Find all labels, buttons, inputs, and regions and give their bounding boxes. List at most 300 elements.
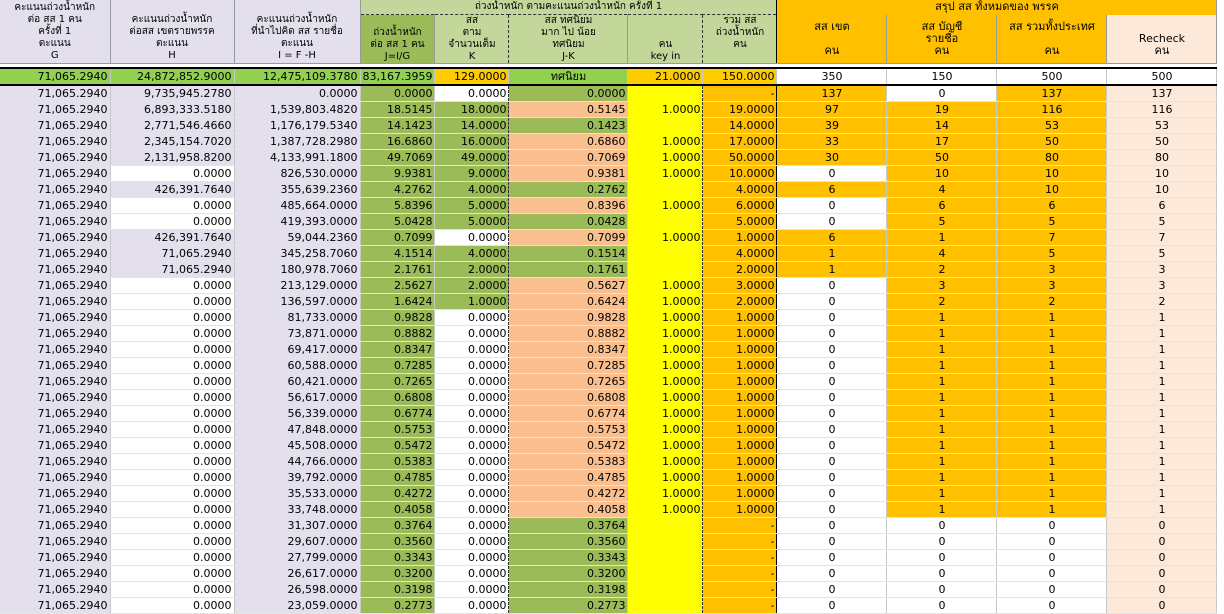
cell-col-i[interactable]: 35,533.0000 <box>234 486 360 502</box>
cell-col-district[interactable]: 0 <box>777 326 887 342</box>
summary-col-nationwide[interactable]: 500 <box>997 68 1107 85</box>
cell-col-j[interactable]: 0.9828 <box>360 310 435 326</box>
cell-col-h[interactable]: 426,391.7640 <box>110 230 234 246</box>
cell-col-k[interactable]: 0.0000 <box>435 422 509 438</box>
cell-col-k[interactable]: 0.0000 <box>435 326 509 342</box>
cell-col-party-list[interactable]: 5 <box>887 214 997 230</box>
cell-col-keyin[interactable]: 1.0000 <box>628 422 703 438</box>
cell-col-h[interactable]: 0.0000 <box>110 294 234 310</box>
cell-col-district[interactable]: 0 <box>777 278 887 294</box>
cell-col-party-list[interactable]: 1 <box>887 470 997 486</box>
cell-col-j[interactable]: 9.9381 <box>360 166 435 182</box>
cell-col-nationwide[interactable]: 0 <box>997 598 1107 614</box>
cell-col-party-list[interactable]: 1 <box>887 390 997 406</box>
cell-col-recheck[interactable]: 0 <box>1107 550 1217 566</box>
cell-col-k[interactable]: 1.0000 <box>435 294 509 310</box>
cell-col-i[interactable]: 59,044.2360 <box>234 230 360 246</box>
cell-col-j[interactable]: 0.6808 <box>360 390 435 406</box>
cell-col-g[interactable]: 71,065.2940 <box>0 230 110 246</box>
cell-col-h[interactable]: 0.0000 <box>110 326 234 342</box>
cell-col-jk[interactable]: 0.5753 <box>509 422 628 438</box>
cell-col-district[interactable]: 0 <box>777 566 887 582</box>
cell-col-party-list[interactable]: 0 <box>887 598 997 614</box>
cell-col-i[interactable]: 60,421.0000 <box>234 374 360 390</box>
cell-col-district[interactable]: 0 <box>777 454 887 470</box>
cell-col-j[interactable]: 0.5753 <box>360 422 435 438</box>
cell-col-jk[interactable]: 0.2762 <box>509 182 628 198</box>
cell-col-k[interactable]: 0.0000 <box>435 230 509 246</box>
cell-col-k[interactable]: 4.0000 <box>435 246 509 262</box>
cell-col-h[interactable]: 0.0000 <box>110 406 234 422</box>
cell-col-party-list[interactable]: 1 <box>887 374 997 390</box>
cell-col-keyin[interactable]: 1.0000 <box>628 486 703 502</box>
cell-col-j[interactable]: 0.8347 <box>360 342 435 358</box>
cell-col-k[interactable]: 4.0000 <box>435 182 509 198</box>
cell-col-keyin[interactable]: 1.0000 <box>628 198 703 214</box>
cell-col-jk[interactable]: 0.4785 <box>509 470 628 486</box>
cell-col-i[interactable]: 27,799.0000 <box>234 550 360 566</box>
cell-col-recheck[interactable]: 1 <box>1107 358 1217 374</box>
cell-col-h[interactable]: 0.0000 <box>110 566 234 582</box>
cell-col-recheck[interactable]: 1 <box>1107 470 1217 486</box>
cell-col-nationwide[interactable]: 80 <box>997 150 1107 166</box>
cell-col-keyin[interactable]: 1.0000 <box>628 326 703 342</box>
cell-col-h[interactable]: 0.0000 <box>110 486 234 502</box>
cell-col-keyin[interactable]: 1.0000 <box>628 390 703 406</box>
cell-col-k[interactable]: 0.0000 <box>435 454 509 470</box>
cell-col-h[interactable]: 2,345,154.7020 <box>110 134 234 150</box>
cell-col-party-list[interactable]: 6 <box>887 198 997 214</box>
cell-col-nationwide[interactable]: 10 <box>997 166 1107 182</box>
cell-col-keyin[interactable] <box>628 598 703 614</box>
cell-col-nationwide[interactable]: 116 <box>997 102 1107 118</box>
header-i[interactable]: คะแนนถ่วงน้ำหนัก ที่นำไปคิด สส รายชื่อ ตะแนน I = F -H <box>234 0 360 64</box>
cell-col-total[interactable]: - <box>703 582 777 598</box>
cell-col-total[interactable]: 1.0000 <box>703 438 777 454</box>
cell-col-i[interactable]: 419,393.0000 <box>234 214 360 230</box>
header-jk[interactable]: สส ทศนิยม มาก ไป น้อย ทศนิยม J-K <box>509 15 628 64</box>
cell-col-i[interactable]: 23,059.0000 <box>234 598 360 614</box>
cell-col-k[interactable]: 9.0000 <box>435 166 509 182</box>
cell-col-g[interactable]: 71,065.2940 <box>0 118 110 134</box>
cell-col-total[interactable]: 1.0000 <box>703 310 777 326</box>
cell-col-j[interactable]: 0.3343 <box>360 550 435 566</box>
cell-col-nationwide[interactable]: 1 <box>997 470 1107 486</box>
cell-col-total[interactable]: - <box>703 518 777 534</box>
cell-col-party-list[interactable]: 0 <box>887 85 997 102</box>
cell-col-party-list[interactable]: 1 <box>887 310 997 326</box>
cell-col-recheck[interactable]: 50 <box>1107 134 1217 150</box>
cell-col-nationwide[interactable]: 0 <box>997 566 1107 582</box>
cell-col-party-list[interactable]: 1 <box>887 342 997 358</box>
cell-col-recheck[interactable]: 7 <box>1107 230 1217 246</box>
cell-col-k[interactable]: 5.0000 <box>435 214 509 230</box>
cell-col-party-list[interactable]: 1 <box>887 502 997 518</box>
cell-col-party-list[interactable]: 0 <box>887 534 997 550</box>
cell-col-nationwide[interactable]: 2 <box>997 294 1107 310</box>
cell-col-keyin[interactable]: 1.0000 <box>628 134 703 150</box>
cell-col-keyin[interactable] <box>628 582 703 598</box>
cell-col-district[interactable]: 0 <box>777 294 887 310</box>
cell-col-jk[interactable]: 0.1761 <box>509 262 628 278</box>
cell-col-k[interactable]: 0.0000 <box>435 502 509 518</box>
cell-col-recheck[interactable]: 1 <box>1107 390 1217 406</box>
cell-col-total[interactable]: - <box>703 550 777 566</box>
cell-col-h[interactable]: 0.0000 <box>110 454 234 470</box>
cell-col-district[interactable]: 0 <box>777 390 887 406</box>
cell-col-k[interactable]: 0.0000 <box>435 598 509 614</box>
cell-col-jk[interactable]: 0.4058 <box>509 502 628 518</box>
cell-col-party-list[interactable]: 2 <box>887 294 997 310</box>
cell-col-i[interactable]: 56,339.0000 <box>234 406 360 422</box>
cell-col-k[interactable]: 2.0000 <box>435 262 509 278</box>
header-g[interactable]: คะแนนถ่วงน้ำหนัก ต่อ สส 1 คน ครั้งที่ 1 ตะแนน G <box>0 0 110 64</box>
cell-col-j[interactable]: 0.3764 <box>360 518 435 534</box>
cell-col-j[interactable]: 0.4272 <box>360 486 435 502</box>
cell-col-h[interactable]: 71,065.2940 <box>110 262 234 278</box>
cell-col-jk[interactable]: 0.5383 <box>509 454 628 470</box>
summary-col-g[interactable]: 71,065.2940 <box>0 68 110 85</box>
header-k[interactable]: สส ตาม จำนวนเต็ม K <box>435 15 509 64</box>
cell-col-h[interactable]: 426,391.7640 <box>110 182 234 198</box>
cell-col-i[interactable]: 26,617.0000 <box>234 566 360 582</box>
cell-col-i[interactable]: 47,848.0000 <box>234 422 360 438</box>
cell-col-k[interactable]: 0.0000 <box>435 534 509 550</box>
cell-col-j[interactable]: 0.7285 <box>360 358 435 374</box>
cell-col-i[interactable]: 1,387,728.2980 <box>234 134 360 150</box>
cell-col-i[interactable]: 136,597.0000 <box>234 294 360 310</box>
cell-col-g[interactable]: 71,065.2940 <box>0 438 110 454</box>
cell-col-j[interactable]: 5.0428 <box>360 214 435 230</box>
cell-col-nationwide[interactable]: 1 <box>997 326 1107 342</box>
cell-col-k[interactable]: 5.0000 <box>435 198 509 214</box>
header-recheck[interactable]: Recheck คน <box>1107 15 1217 64</box>
cell-col-g[interactable]: 71,065.2940 <box>0 310 110 326</box>
cell-col-jk[interactable]: 0.5145 <box>509 102 628 118</box>
cell-col-total[interactable]: 1.0000 <box>703 390 777 406</box>
cell-col-jk[interactable]: 0.6808 <box>509 390 628 406</box>
cell-col-h[interactable]: 0.0000 <box>110 598 234 614</box>
cell-col-party-list[interactable]: 1 <box>887 454 997 470</box>
cell-col-h[interactable]: 0.0000 <box>110 214 234 230</box>
cell-col-jk[interactable]: 0.9381 <box>509 166 628 182</box>
cell-col-g[interactable]: 71,065.2940 <box>0 454 110 470</box>
cell-col-jk[interactable]: 0.8347 <box>509 342 628 358</box>
cell-col-keyin[interactable] <box>628 246 703 262</box>
cell-col-nationwide[interactable]: 1 <box>997 406 1107 422</box>
cell-col-keyin[interactable] <box>628 566 703 582</box>
cell-col-k[interactable]: 0.0000 <box>435 390 509 406</box>
cell-col-total[interactable]: 4.0000 <box>703 182 777 198</box>
cell-col-party-list[interactable]: 1 <box>887 438 997 454</box>
cell-col-district[interactable]: 0 <box>777 198 887 214</box>
cell-col-total[interactable]: 2.0000 <box>703 262 777 278</box>
cell-col-party-list[interactable]: 1 <box>887 326 997 342</box>
cell-col-total[interactable]: 1.0000 <box>703 454 777 470</box>
cell-col-recheck[interactable]: 0 <box>1107 598 1217 614</box>
cell-col-g[interactable]: 71,065.2940 <box>0 246 110 262</box>
cell-col-i[interactable]: 345,258.7060 <box>234 246 360 262</box>
cell-col-k[interactable]: 16.0000 <box>435 134 509 150</box>
cell-col-j[interactable]: 2.1761 <box>360 262 435 278</box>
cell-col-district[interactable]: 0 <box>777 470 887 486</box>
cell-col-h[interactable]: 0.0000 <box>110 502 234 518</box>
cell-col-jk[interactable]: 0.5472 <box>509 438 628 454</box>
cell-col-party-list[interactable]: 1 <box>887 358 997 374</box>
cell-col-recheck[interactable]: 1 <box>1107 342 1217 358</box>
cell-col-jk[interactable]: 0.7265 <box>509 374 628 390</box>
cell-col-nationwide[interactable]: 5 <box>997 214 1107 230</box>
cell-col-total[interactable]: 6.0000 <box>703 198 777 214</box>
cell-col-district[interactable]: 0 <box>777 214 887 230</box>
cell-col-district[interactable]: 0 <box>777 502 887 518</box>
cell-col-j[interactable]: 1.6424 <box>360 294 435 310</box>
cell-col-k[interactable]: 0.0000 <box>435 582 509 598</box>
cell-col-jk[interactable]: 0.6424 <box>509 294 628 310</box>
cell-col-g[interactable]: 71,065.2940 <box>0 198 110 214</box>
cell-col-k[interactable]: 0.0000 <box>435 470 509 486</box>
header-h[interactable]: คะแนนถ่วงน้ำหนัก ต่อสส เขตรายพรรค ตะแนน H <box>110 0 234 64</box>
cell-col-jk[interactable]: 0.8882 <box>509 326 628 342</box>
cell-col-jk[interactable]: 0.9828 <box>509 310 628 326</box>
cell-col-k[interactable]: 49.0000 <box>435 150 509 166</box>
cell-col-party-list[interactable]: 0 <box>887 582 997 598</box>
cell-col-k[interactable]: 0.0000 <box>435 358 509 374</box>
cell-col-g[interactable]: 71,065.2940 <box>0 518 110 534</box>
cell-col-i[interactable]: 44,766.0000 <box>234 454 360 470</box>
cell-col-h[interactable]: 0.0000 <box>110 358 234 374</box>
cell-col-g[interactable]: 71,065.2940 <box>0 502 110 518</box>
cell-col-party-list[interactable]: 0 <box>887 566 997 582</box>
cell-col-recheck[interactable]: 116 <box>1107 102 1217 118</box>
cell-col-k[interactable]: 0.0000 <box>435 374 509 390</box>
cell-col-party-list[interactable]: 1 <box>887 406 997 422</box>
cell-col-nationwide[interactable]: 1 <box>997 454 1107 470</box>
cell-col-recheck[interactable]: 1 <box>1107 422 1217 438</box>
cell-col-j[interactable]: 0.4058 <box>360 502 435 518</box>
cell-col-district[interactable]: 137 <box>777 85 887 102</box>
cell-col-party-list[interactable]: 1 <box>887 486 997 502</box>
cell-col-j[interactable]: 0.5383 <box>360 454 435 470</box>
cell-col-keyin[interactable]: 1.0000 <box>628 502 703 518</box>
cell-col-district[interactable]: 0 <box>777 486 887 502</box>
cell-col-g[interactable]: 71,065.2940 <box>0 358 110 374</box>
cell-col-district[interactable]: 0 <box>777 534 887 550</box>
cell-col-h[interactable]: 71,065.2940 <box>110 246 234 262</box>
header-district[interactable]: สส เขต คน <box>777 15 887 64</box>
cell-col-nationwide[interactable]: 1 <box>997 422 1107 438</box>
cell-col-g[interactable]: 71,065.2940 <box>0 342 110 358</box>
cell-col-j[interactable]: 5.8396 <box>360 198 435 214</box>
cell-col-recheck[interactable]: 2 <box>1107 294 1217 310</box>
cell-col-h[interactable]: 6,893,333.5180 <box>110 102 234 118</box>
cell-col-party-list[interactable]: 1 <box>887 422 997 438</box>
cell-col-i[interactable]: 45,508.0000 <box>234 438 360 454</box>
cell-col-total[interactable]: 3.0000 <box>703 278 777 294</box>
cell-col-recheck[interactable]: 3 <box>1107 262 1217 278</box>
cell-col-recheck[interactable]: 1 <box>1107 502 1217 518</box>
cell-col-jk[interactable]: 0.8396 <box>509 198 628 214</box>
cell-col-i[interactable]: 39,792.0000 <box>234 470 360 486</box>
cell-col-keyin[interactable]: 1.0000 <box>628 102 703 118</box>
summary-col-j[interactable]: 83,167.3959 <box>360 68 435 85</box>
cell-col-total[interactable]: 10.0000 <box>703 166 777 182</box>
cell-col-k[interactable]: 14.0000 <box>435 118 509 134</box>
cell-col-total[interactable]: 1.0000 <box>703 230 777 246</box>
cell-col-keyin[interactable] <box>628 85 703 102</box>
cell-col-total[interactable]: 2.0000 <box>703 294 777 310</box>
cell-col-h[interactable]: 2,131,958.8200 <box>110 150 234 166</box>
cell-col-g[interactable]: 71,065.2940 <box>0 166 110 182</box>
cell-col-recheck[interactable]: 1 <box>1107 438 1217 454</box>
cell-col-j[interactable]: 2.5627 <box>360 278 435 294</box>
cell-col-keyin[interactable]: 1.0000 <box>628 406 703 422</box>
cell-col-district[interactable]: 0 <box>777 166 887 182</box>
cell-col-nationwide[interactable]: 1 <box>997 358 1107 374</box>
cell-col-nationwide[interactable]: 5 <box>997 246 1107 262</box>
cell-col-keyin[interactable] <box>628 518 703 534</box>
cell-col-j[interactable]: 0.8882 <box>360 326 435 342</box>
cell-col-g[interactable]: 71,065.2940 <box>0 214 110 230</box>
cell-col-total[interactable]: 1.0000 <box>703 358 777 374</box>
cell-col-g[interactable]: 71,065.2940 <box>0 470 110 486</box>
cell-col-k[interactable]: 0.0000 <box>435 486 509 502</box>
cell-col-h[interactable]: 0.0000 <box>110 518 234 534</box>
cell-col-total[interactable]: 1.0000 <box>703 470 777 486</box>
cell-col-g[interactable]: 71,065.2940 <box>0 390 110 406</box>
cell-col-party-list[interactable]: 0 <box>887 518 997 534</box>
cell-col-keyin[interactable] <box>628 262 703 278</box>
cell-col-nationwide[interactable]: 1 <box>997 438 1107 454</box>
summary-col-k[interactable]: 129.0000 <box>435 68 509 85</box>
cell-col-j[interactable]: 0.3198 <box>360 582 435 598</box>
cell-col-k[interactable]: 0.0000 <box>435 438 509 454</box>
cell-col-district[interactable]: 0 <box>777 598 887 614</box>
cell-col-k[interactable]: 0.0000 <box>435 550 509 566</box>
cell-col-i[interactable]: 81,733.0000 <box>234 310 360 326</box>
cell-col-total[interactable]: - <box>703 534 777 550</box>
cell-col-k[interactable]: 0.0000 <box>435 310 509 326</box>
cell-col-nationwide[interactable]: 50 <box>997 134 1107 150</box>
cell-col-h[interactable]: 0.0000 <box>110 438 234 454</box>
cell-col-recheck[interactable]: 80 <box>1107 150 1217 166</box>
summary-col-party-list[interactable]: 150 <box>887 68 997 85</box>
cell-col-recheck[interactable]: 53 <box>1107 118 1217 134</box>
cell-col-party-list[interactable]: 3 <box>887 278 997 294</box>
cell-col-district[interactable]: 0 <box>777 342 887 358</box>
cell-col-j[interactable]: 0.3560 <box>360 534 435 550</box>
cell-col-total[interactable]: 5.0000 <box>703 214 777 230</box>
cell-col-h[interactable]: 0.0000 <box>110 582 234 598</box>
cell-col-district[interactable]: 0 <box>777 310 887 326</box>
cell-col-i[interactable]: 69,417.0000 <box>234 342 360 358</box>
summary-col-h[interactable]: 24,872,852.9000 <box>110 68 234 85</box>
cell-col-district[interactable]: 1 <box>777 262 887 278</box>
cell-col-keyin[interactable] <box>628 550 703 566</box>
cell-col-nationwide[interactable]: 1 <box>997 342 1107 358</box>
cell-col-party-list[interactable]: 4 <box>887 182 997 198</box>
cell-col-k[interactable]: 0.0000 <box>435 342 509 358</box>
cell-col-district[interactable]: 0 <box>777 358 887 374</box>
cell-col-jk[interactable]: 0.3764 <box>509 518 628 534</box>
cell-col-keyin[interactable]: 1.0000 <box>628 150 703 166</box>
cell-col-party-list[interactable]: 4 <box>887 246 997 262</box>
cell-col-recheck[interactable]: 6 <box>1107 198 1217 214</box>
cell-col-i[interactable]: 60,588.0000 <box>234 358 360 374</box>
cell-col-party-list[interactable]: 2 <box>887 262 997 278</box>
cell-col-nationwide[interactable]: 3 <box>997 262 1107 278</box>
cell-col-party-list[interactable]: 14 <box>887 118 997 134</box>
cell-col-district[interactable]: 1 <box>777 246 887 262</box>
cell-col-g[interactable]: 71,065.2940 <box>0 406 110 422</box>
cell-col-recheck[interactable]: 3 <box>1107 278 1217 294</box>
cell-col-total[interactable]: 1.0000 <box>703 406 777 422</box>
cell-col-h[interactable]: 0.0000 <box>110 198 234 214</box>
cell-col-nationwide[interactable]: 0 <box>997 518 1107 534</box>
summary-col-total[interactable]: 150.0000 <box>703 68 777 85</box>
cell-col-recheck[interactable]: 1 <box>1107 406 1217 422</box>
header-keyin[interactable]: คน key in <box>628 15 703 64</box>
cell-col-jk[interactable]: 0.6860 <box>509 134 628 150</box>
cell-col-total[interactable]: 1.0000 <box>703 422 777 438</box>
cell-col-jk[interactable]: 0.3198 <box>509 582 628 598</box>
cell-col-total[interactable]: 1.0000 <box>703 374 777 390</box>
summary-col-i[interactable]: 12,475,109.3780 <box>234 68 360 85</box>
cell-col-k[interactable]: 0.0000 <box>435 566 509 582</box>
cell-col-district[interactable]: 0 <box>777 518 887 534</box>
cell-col-g[interactable]: 71,065.2940 <box>0 374 110 390</box>
cell-col-g[interactable]: 71,065.2940 <box>0 598 110 614</box>
cell-col-k[interactable]: 0.0000 <box>435 406 509 422</box>
cell-col-recheck[interactable]: 0 <box>1107 566 1217 582</box>
cell-col-g[interactable]: 71,065.2940 <box>0 326 110 342</box>
cell-col-recheck[interactable]: 0 <box>1107 518 1217 534</box>
cell-col-j[interactable]: 0.7265 <box>360 374 435 390</box>
cell-col-total[interactable]: - <box>703 598 777 614</box>
cell-col-g[interactable]: 71,065.2940 <box>0 150 110 166</box>
cell-col-g[interactable]: 71,065.2940 <box>0 582 110 598</box>
cell-col-district[interactable]: 39 <box>777 118 887 134</box>
header-summary-title[interactable]: สรุป สส ทั้งหมดของ พรรค <box>777 0 1217 15</box>
cell-col-total[interactable]: 19.0000 <box>703 102 777 118</box>
cell-col-total[interactable]: 4.0000 <box>703 246 777 262</box>
cell-col-keyin[interactable]: 1.0000 <box>628 310 703 326</box>
cell-col-nationwide[interactable]: 6 <box>997 198 1107 214</box>
cell-col-recheck[interactable]: 1 <box>1107 326 1217 342</box>
cell-col-party-list[interactable]: 17 <box>887 134 997 150</box>
cell-col-g[interactable]: 71,065.2940 <box>0 550 110 566</box>
cell-col-i[interactable]: 826,530.0000 <box>234 166 360 182</box>
cell-col-i[interactable]: 213,129.0000 <box>234 278 360 294</box>
cell-col-jk[interactable]: 0.1423 <box>509 118 628 134</box>
cell-col-h[interactable]: 0.0000 <box>110 422 234 438</box>
cell-col-keyin[interactable]: 1.0000 <box>628 294 703 310</box>
cell-col-nationwide[interactable]: 137 <box>997 85 1107 102</box>
cell-col-keyin[interactable] <box>628 182 703 198</box>
summary-col-keyin[interactable]: 21.0000 <box>628 68 703 85</box>
cell-col-jk[interactable]: 0.2773 <box>509 598 628 614</box>
cell-col-party-list[interactable]: 0 <box>887 550 997 566</box>
cell-col-district[interactable]: 97 <box>777 102 887 118</box>
cell-col-j[interactable]: 0.4785 <box>360 470 435 486</box>
cell-col-total[interactable]: 1.0000 <box>703 502 777 518</box>
cell-col-recheck[interactable]: 1 <box>1107 374 1217 390</box>
cell-col-keyin[interactable]: 1.0000 <box>628 374 703 390</box>
cell-col-h[interactable]: 0.0000 <box>110 550 234 566</box>
cell-col-recheck[interactable]: 1 <box>1107 486 1217 502</box>
cell-col-jk[interactable]: 0.5627 <box>509 278 628 294</box>
cell-col-h[interactable]: 0.0000 <box>110 534 234 550</box>
